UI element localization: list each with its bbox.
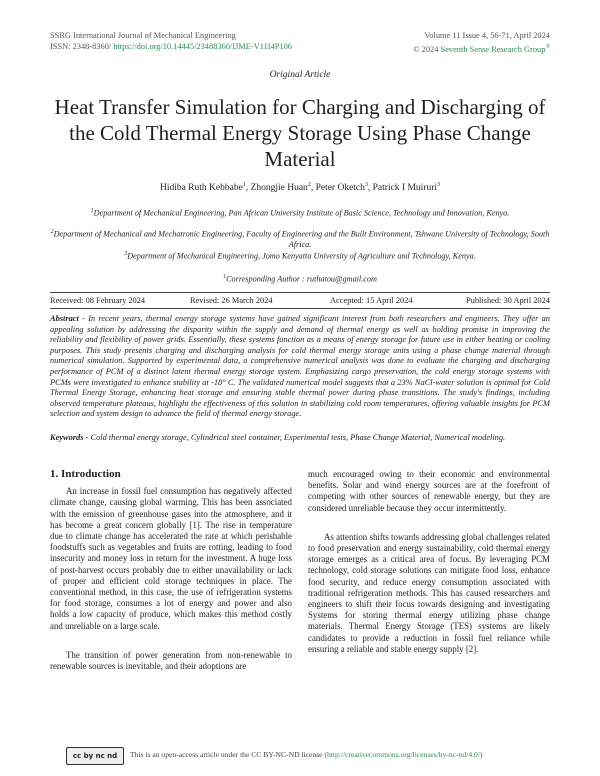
journal-name: SSRG International Journal of Mechanical Engineering: [50, 31, 236, 40]
affiliation-sup: 1: [90, 208, 94, 214]
doi-link[interactable]: https://doi.org/10.14445/23488360/IJME-V11I4P106: [113, 42, 292, 51]
copyright-mark: ®: [545, 44, 550, 50]
author-sup: 3: [364, 182, 368, 188]
affiliation-3: [50, 249, 550, 262]
paper-title: Heat Transfer Simulation for Charging and Discharging of the Cold Thermal Energy Storage Using Phase Change Material: [54, 95, 546, 171]
affiliation-2: [50, 227, 550, 250]
abstract-text: - In recent years, thermal energy storage systems have gained significant interest from both researchers and engineers. They offer an appealing solution by addressing the disparity within the supply and demand of thermal energy as well as holding promise in improving the reliability and flexibility of power grids. Essentially, these systems function as a means of energy storage for future use in either heating or cooling purposes. This study presents charging and discharging analysis for cold thermal energy storage units using a phase change material through numerical simulation. Supported by experimental data, a comprehensive numerical analysis was done to evaluate the charging and discharging performance of PCM of a distinct latent thermal energy storage system. Emphasizing cargo preservation, the cold energy storage systems with PCMs were investigated to enhance stability at -18° C. The validated numerical model suggests that a 23% NaCl-water solution is optimal for Cold Thermal Energy Storage, enhancing heat storage and ensuring stable thermal power during phase transitions. The study's findings, including observed temperature plateaus, highlight the effectiveness of this solution in stabilizing cold room temperatures, offering valuable insights for PCM selection and system design to advance the field of thermal energy storage.: [50, 314, 550, 419]
issn-doi-line: [50, 42, 292, 52]
divider: [50, 308, 550, 309]
author-sup: 1: [242, 182, 246, 188]
copyright-org[interactable]: Seventh Sense Research Group: [440, 44, 546, 54]
author-name: Patrick I Muiruri: [372, 183, 438, 194]
affiliation-1: [50, 206, 550, 219]
section-heading: 1. Introduction: [50, 468, 121, 480]
corresponding-sup: 1: [223, 274, 227, 280]
copyright: [413, 42, 550, 55]
copyright-prefix: © 2024: [413, 44, 439, 54]
revised-date: Revised: 26 March 2024: [190, 296, 273, 305]
volume-info: Volume 11 Issue 4, 56-71, April 2024: [424, 31, 550, 40]
paragraph: The transition of power generation from non-renewable to renewable sources is inevitable, and their adoptions are: [50, 649, 292, 672]
author-sup: 2: [307, 182, 311, 188]
corresponding-author: [50, 272, 550, 285]
divider: [50, 292, 550, 293]
keywords: [50, 433, 550, 444]
affiliation-text: Department of Mechanical Engineering, Pan African University Institute of Basic Science, Technology and Innovation, Kenya.: [93, 208, 510, 218]
author-list: Hidiba Ruth Kebbabe$^1$, Zhongjie Huan$^2$, Peter Oketch$^3$, Patrick I Muiruri$^3$: [159, 182, 441, 194]
received-date: Received: 08 February 2024: [50, 296, 146, 305]
affiliation-sup: 3: [124, 251, 128, 257]
corresponding-text: Corresponding Author : ruthatou@gmail.com: [226, 274, 377, 284]
issn: ISSN: 2348-8360/: [50, 42, 112, 51]
left-column: [50, 469, 292, 672]
paragraph: An increase in fossil fuel consumption has negatively affected climate change, causing global warming. This has been associated with the emission of greenhouse gases into the atmosphere, and it has become a great concern globally [1]. The rise in temperature due to climate change has accelerated the rate at which perishable foodstuffs such as vegetables and fruits are rotting, leading to food insecurity and money loss in return for the investment. A huge loss of post-harvest occurs probably due to either unavailability or lack of proper and efficient cold storage techniques in place. The conventional method, in this case, the use of refrigeration systems for food storage, consumes a lot of energy and power and also holds a low capacity of produce, which makes this method costly and unreliable on a large scale.: [50, 486, 292, 631]
keywords-text: - Cold thermal energy storage, Cylindrical steel container, Experimental tests, Phase Change Material, Numerical modeling.: [83, 433, 506, 442]
paragraph: much encouraged owing to their economic and environmental benefits. Solar and wind energy sources are at the forefront of competing with other sources of renewable energy, but they are considered unreliable because they occur intermittently.: [308, 469, 550, 513]
right-column: [308, 469, 550, 655]
license-badge-text: cc by nc nd: [72, 752, 118, 760]
author-sup: 3: [437, 182, 441, 188]
affiliation-sup: 2: [50, 229, 54, 235]
published-date: Published: 30 April 2024: [466, 296, 550, 305]
abstract: [50, 314, 550, 420]
author-name: Hidiba Ruth Kebbabe: [159, 183, 243, 194]
affiliation-text: Department of Mechanical and Mechatronic Engineering, Faculty of Engineering and the Built Environment, Tshwane University of Technology, South Africa.: [53, 229, 550, 249]
author-name: Peter Oketch: [315, 183, 365, 194]
license-link[interactable]: http://creativecommons.org/licenses/by-nc-nd/4.0/: [326, 750, 480, 759]
license-prefix: This is an open-access article under the CC BY-NC-ND license (: [130, 750, 327, 759]
cc-license-badge-icon[interactable]: [66, 747, 124, 765]
license-text: [130, 750, 482, 759]
keywords-label: Keywords: [50, 433, 84, 442]
paragraph: As attention shifts towards addressing global challenges related to food preservation and energy sustainability, cold thermal energy storage emerges as a critical area of focus. By leveraging PCM technology, cold storage solutions can mitigate food loss, enhance food security, and reduce energy consumption associated with traditional refrigeration methods. This has caused researchers and engineers to shift their focus towards designing and investigating Systems for storing thermal energy utilizing phase change materials. Thermal Energy Storage (TES) systems are likely candidates to provide a reduction in fossil fuel reliance while ensuring a reliable and stable energy supply [2].: [308, 531, 550, 654]
affiliation-text: Department of Mechanical Engineering, Jomo Kenyatta University of Agriculture and Technology, Kenya.: [127, 251, 476, 261]
license-suffix: ): [479, 750, 483, 759]
accepted-date: Accepted: 15 April 2024: [330, 296, 413, 305]
article-type: Original Article: [269, 70, 331, 80]
abstract-label: Abstract: [50, 314, 79, 323]
author-name: Zhongjie Huan: [250, 183, 308, 194]
